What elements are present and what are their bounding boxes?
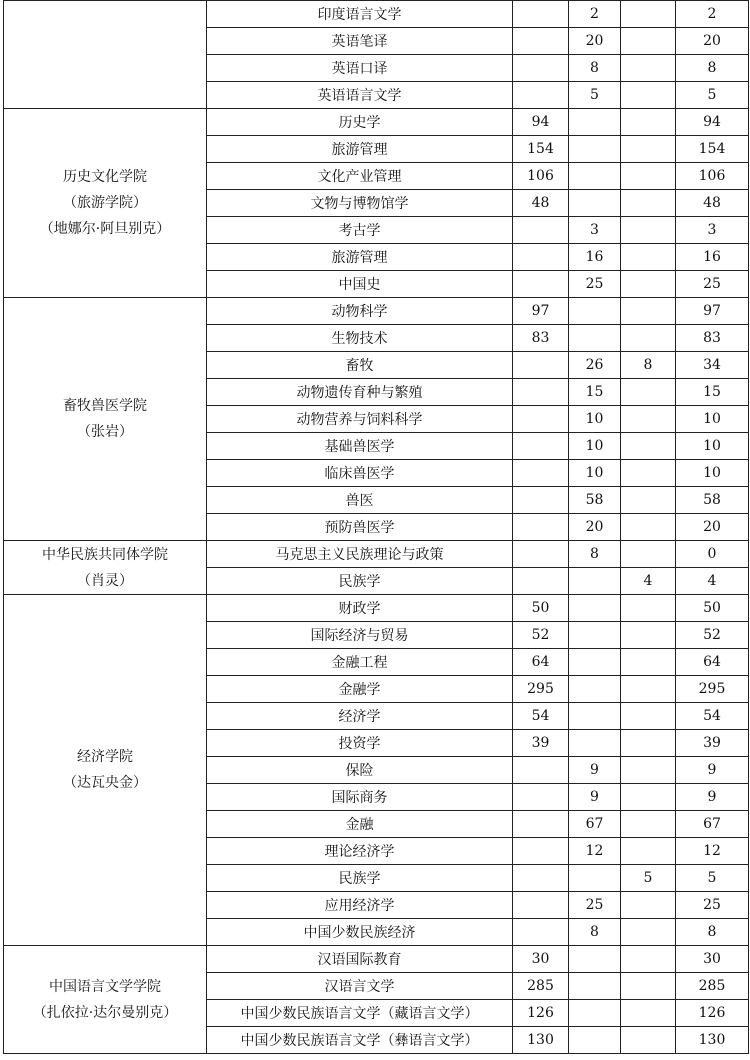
master-count-cell: 8 xyxy=(569,541,621,568)
major-cell: 英语语言文学 xyxy=(207,82,513,109)
major-cell: 历史学 xyxy=(207,109,513,136)
master-count-cell: 3 xyxy=(569,217,621,244)
college-name-line: （肖灵） xyxy=(77,572,133,589)
doctoral-count-cell xyxy=(621,1,676,28)
major-cell: 兽医 xyxy=(207,487,513,514)
master-count-cell: 20 xyxy=(569,28,621,55)
undergrad-count-cell: 130 xyxy=(513,1027,569,1054)
undergrad-count-cell: 83 xyxy=(513,325,569,352)
master-count-cell xyxy=(569,1000,621,1027)
total-count-cell: 34 xyxy=(676,352,749,379)
undergrad-count-cell xyxy=(513,838,569,865)
undergrad-count-cell: 64 xyxy=(513,649,569,676)
doctoral-count-cell xyxy=(621,271,676,298)
enrollment-plan-table xyxy=(3,0,749,1054)
table-row xyxy=(4,541,749,568)
major-cell: 国际经济与贸易 xyxy=(207,622,513,649)
total-count-cell: 15 xyxy=(676,379,749,406)
master-count-cell: 10 xyxy=(569,433,621,460)
doctoral-count-cell xyxy=(621,649,676,676)
master-count-cell xyxy=(569,325,621,352)
total-count-cell: 106 xyxy=(676,163,749,190)
total-count-cell: 285 xyxy=(676,973,749,1000)
college-name-line: 畜牧兽医学院 xyxy=(63,398,147,414)
doctoral-count-cell xyxy=(621,703,676,730)
undergrad-count-cell xyxy=(513,406,569,433)
doctoral-count-cell xyxy=(621,514,676,541)
doctoral-count-cell xyxy=(621,163,676,190)
master-count-cell: 8 xyxy=(569,919,621,946)
undergrad-count-cell: 30 xyxy=(513,946,569,973)
undergrad-count-cell xyxy=(513,460,569,487)
master-count-cell xyxy=(569,136,621,163)
doctoral-count-cell xyxy=(621,676,676,703)
major-cell: 动物遗传育种与繁殖 xyxy=(207,379,513,406)
total-count-cell: 4 xyxy=(676,568,749,595)
undergrad-count-cell xyxy=(513,811,569,838)
doctoral-count-cell xyxy=(621,433,676,460)
undergrad-count-cell xyxy=(513,82,569,109)
major-cell: 金融学 xyxy=(207,676,513,703)
major-cell: 经济学 xyxy=(207,703,513,730)
undergrad-count-cell xyxy=(513,1,569,28)
doctoral-count-cell xyxy=(621,757,676,784)
master-count-cell: 12 xyxy=(569,838,621,865)
major-cell: 印度语言文学 xyxy=(207,1,513,28)
total-count-cell: 0 xyxy=(676,541,749,568)
undergrad-count-cell xyxy=(513,892,569,919)
master-count-cell xyxy=(569,190,621,217)
total-count-cell: 295 xyxy=(676,676,749,703)
total-count-cell: 20 xyxy=(676,28,749,55)
doctoral-count-cell xyxy=(621,109,676,136)
undergrad-count-cell: 154 xyxy=(513,136,569,163)
total-count-cell: 39 xyxy=(676,730,749,757)
major-cell: 中国少数民族语言文学（藏语言文学） xyxy=(207,1000,513,1027)
undergrad-count-cell xyxy=(513,919,569,946)
doctoral-count-cell xyxy=(621,946,676,973)
total-count-cell: 64 xyxy=(676,649,749,676)
total-count-cell: 58 xyxy=(676,487,749,514)
undergrad-count-cell xyxy=(513,271,569,298)
master-count-cell: 16 xyxy=(569,244,621,271)
doctoral-count-cell xyxy=(621,811,676,838)
undergrad-count-cell xyxy=(513,244,569,271)
major-cell: 中国史 xyxy=(207,271,513,298)
doctoral-count-cell xyxy=(621,892,676,919)
master-count-cell: 58 xyxy=(569,487,621,514)
master-count-cell xyxy=(569,676,621,703)
total-count-cell: 8 xyxy=(676,919,749,946)
undergrad-count-cell xyxy=(513,865,569,892)
master-count-cell: 15 xyxy=(569,379,621,406)
master-count-cell: 20 xyxy=(569,514,621,541)
master-count-cell xyxy=(569,568,621,595)
total-count-cell: 154 xyxy=(676,136,749,163)
total-count-cell: 9 xyxy=(676,757,749,784)
doctoral-count-cell xyxy=(621,298,676,325)
table-row xyxy=(4,298,749,325)
major-cell: 汉语言文学 xyxy=(207,973,513,1000)
total-count-cell: 54 xyxy=(676,703,749,730)
college-cell xyxy=(4,541,207,595)
major-cell: 基础兽医学 xyxy=(207,433,513,460)
doctoral-count-cell xyxy=(621,55,676,82)
college-cell xyxy=(4,946,207,1054)
master-count-cell: 25 xyxy=(569,892,621,919)
major-cell: 英语口译 xyxy=(207,55,513,82)
total-count-cell: 8 xyxy=(676,55,749,82)
undergrad-count-cell xyxy=(513,784,569,811)
college-cell xyxy=(4,595,207,946)
master-count-cell xyxy=(569,649,621,676)
undergrad-count-cell xyxy=(513,217,569,244)
total-count-cell: 25 xyxy=(676,271,749,298)
total-count-cell: 67 xyxy=(676,811,749,838)
doctoral-count-cell xyxy=(621,190,676,217)
undergrad-count-cell xyxy=(513,433,569,460)
college-name-line: （扎依拉·达尔曼别克） xyxy=(32,1004,178,1021)
undergrad-count-cell xyxy=(513,55,569,82)
doctoral-count-cell xyxy=(621,136,676,163)
major-cell: 文物与博物馆学 xyxy=(207,190,513,217)
undergrad-count-cell: 97 xyxy=(513,298,569,325)
master-count-cell: 5 xyxy=(569,82,621,109)
major-cell: 中国少数民族经济 xyxy=(207,919,513,946)
major-cell: 动物科学 xyxy=(207,298,513,325)
master-count-cell: 2 xyxy=(569,1,621,28)
total-count-cell: 10 xyxy=(676,433,749,460)
major-cell: 英语笔译 xyxy=(207,28,513,55)
undergrad-count-cell: 48 xyxy=(513,190,569,217)
master-count-cell xyxy=(569,622,621,649)
major-cell: 民族学 xyxy=(207,865,513,892)
total-count-cell: 10 xyxy=(676,460,749,487)
college-name-line: （地娜尔·阿旦别克） xyxy=(39,221,171,237)
doctoral-count-cell: 8 xyxy=(621,352,676,379)
doctoral-count-cell xyxy=(621,1027,676,1054)
undergrad-count-cell xyxy=(513,28,569,55)
master-count-cell: 26 xyxy=(569,352,621,379)
major-cell: 畜牧 xyxy=(207,352,513,379)
table-row xyxy=(4,595,749,622)
undergrad-count-cell: 106 xyxy=(513,163,569,190)
doctoral-count-cell xyxy=(621,541,676,568)
major-cell: 文化产业管理 xyxy=(207,163,513,190)
doctoral-count-cell xyxy=(621,379,676,406)
master-count-cell: 9 xyxy=(569,784,621,811)
total-count-cell: 30 xyxy=(676,946,749,973)
master-count-cell: 9 xyxy=(569,757,621,784)
major-cell: 投资学 xyxy=(207,730,513,757)
table-row xyxy=(4,946,749,973)
total-count-cell: 3 xyxy=(676,217,749,244)
master-count-cell xyxy=(569,973,621,1000)
college-name-line: （旅游学院） xyxy=(63,195,147,211)
major-cell: 汉语国际教育 xyxy=(207,946,513,973)
undergrad-count-cell: 39 xyxy=(513,730,569,757)
major-cell: 应用经济学 xyxy=(207,892,513,919)
major-cell: 动物营养与饲料科学 xyxy=(207,406,513,433)
total-count-cell: 52 xyxy=(676,622,749,649)
undergrad-count-cell: 50 xyxy=(513,595,569,622)
major-cell: 金融工程 xyxy=(207,649,513,676)
total-count-cell: 16 xyxy=(676,244,749,271)
master-count-cell: 25 xyxy=(569,271,621,298)
major-cell: 临床兽医学 xyxy=(207,460,513,487)
total-count-cell: 20 xyxy=(676,514,749,541)
doctoral-count-cell xyxy=(621,973,676,1000)
major-cell: 财政学 xyxy=(207,595,513,622)
table-row xyxy=(4,109,749,136)
undergrad-count-cell: 94 xyxy=(513,109,569,136)
undergrad-count-cell: 52 xyxy=(513,622,569,649)
master-count-cell: 67 xyxy=(569,811,621,838)
college-name-line: 历史文化学院 xyxy=(63,169,147,185)
doctoral-count-cell: 5 xyxy=(621,865,676,892)
doctoral-count-cell xyxy=(621,730,676,757)
total-count-cell: 126 xyxy=(676,1000,749,1027)
master-count-cell xyxy=(569,1027,621,1054)
doctoral-count-cell: 4 xyxy=(621,568,676,595)
total-count-cell: 97 xyxy=(676,298,749,325)
master-count-cell xyxy=(569,865,621,892)
doctoral-count-cell xyxy=(621,595,676,622)
master-count-cell: 10 xyxy=(569,460,621,487)
major-cell: 民族学 xyxy=(207,568,513,595)
college-name-line: 中国语言文学学院 xyxy=(49,978,161,995)
total-count-cell: 83 xyxy=(676,325,749,352)
undergrad-count-cell xyxy=(513,568,569,595)
undergrad-count-cell xyxy=(513,514,569,541)
total-count-cell: 10 xyxy=(676,406,749,433)
undergrad-count-cell xyxy=(513,487,569,514)
master-count-cell xyxy=(569,595,621,622)
undergrad-count-cell: 295 xyxy=(513,676,569,703)
college-cell xyxy=(4,298,207,541)
college-cell xyxy=(4,1,207,109)
master-count-cell xyxy=(569,109,621,136)
total-count-cell: 94 xyxy=(676,109,749,136)
doctoral-count-cell xyxy=(621,325,676,352)
doctoral-count-cell xyxy=(621,622,676,649)
total-count-cell: 9 xyxy=(676,784,749,811)
total-count-cell: 2 xyxy=(676,1,749,28)
college-name-line: （张岩） xyxy=(77,424,133,440)
total-count-cell: 5 xyxy=(676,82,749,109)
doctoral-count-cell xyxy=(621,838,676,865)
doctoral-count-cell xyxy=(621,82,676,109)
college-cell xyxy=(4,109,207,298)
major-cell: 预防兽医学 xyxy=(207,514,513,541)
total-count-cell: 130 xyxy=(676,1027,749,1054)
major-cell: 旅游管理 xyxy=(207,244,513,271)
college-name-line: （达瓦央金） xyxy=(63,775,147,791)
doctoral-count-cell xyxy=(621,919,676,946)
master-count-cell xyxy=(569,298,621,325)
doctoral-count-cell xyxy=(621,406,676,433)
total-count-cell: 12 xyxy=(676,838,749,865)
doctoral-count-cell xyxy=(621,487,676,514)
undergrad-count-cell: 285 xyxy=(513,973,569,1000)
major-cell: 马克思主义民族理论与政策 xyxy=(207,541,513,568)
master-count-cell: 8 xyxy=(569,55,621,82)
major-cell: 金融 xyxy=(207,811,513,838)
major-cell: 保险 xyxy=(207,757,513,784)
table-body xyxy=(4,1,749,1054)
undergrad-count-cell xyxy=(513,352,569,379)
doctoral-count-cell xyxy=(621,28,676,55)
undergrad-count-cell: 54 xyxy=(513,703,569,730)
major-cell: 生物技术 xyxy=(207,325,513,352)
doctoral-count-cell xyxy=(621,460,676,487)
master-count-cell xyxy=(569,163,621,190)
total-count-cell: 5 xyxy=(676,865,749,892)
undergrad-count-cell: 126 xyxy=(513,1000,569,1027)
doctoral-count-cell xyxy=(621,784,676,811)
undergrad-count-cell xyxy=(513,379,569,406)
college-name-line: 经济学院 xyxy=(77,749,133,765)
total-count-cell: 50 xyxy=(676,595,749,622)
major-cell: 中国少数民族语言文学（彝语言文学） xyxy=(207,1027,513,1054)
undergrad-count-cell xyxy=(513,541,569,568)
doctoral-count-cell xyxy=(621,217,676,244)
master-count-cell xyxy=(569,730,621,757)
college-name-line: 中华民族共同体学院 xyxy=(42,546,168,563)
doctoral-count-cell xyxy=(621,244,676,271)
major-cell: 国际商务 xyxy=(207,784,513,811)
master-count-cell xyxy=(569,946,621,973)
undergrad-count-cell xyxy=(513,757,569,784)
total-count-cell: 48 xyxy=(676,190,749,217)
doctoral-count-cell xyxy=(621,1000,676,1027)
table-row xyxy=(4,1,749,28)
master-count-cell: 10 xyxy=(569,406,621,433)
master-count-cell xyxy=(569,703,621,730)
major-cell: 理论经济学 xyxy=(207,838,513,865)
major-cell: 考古学 xyxy=(207,217,513,244)
major-cell: 旅游管理 xyxy=(207,136,513,163)
total-count-cell: 25 xyxy=(676,892,749,919)
